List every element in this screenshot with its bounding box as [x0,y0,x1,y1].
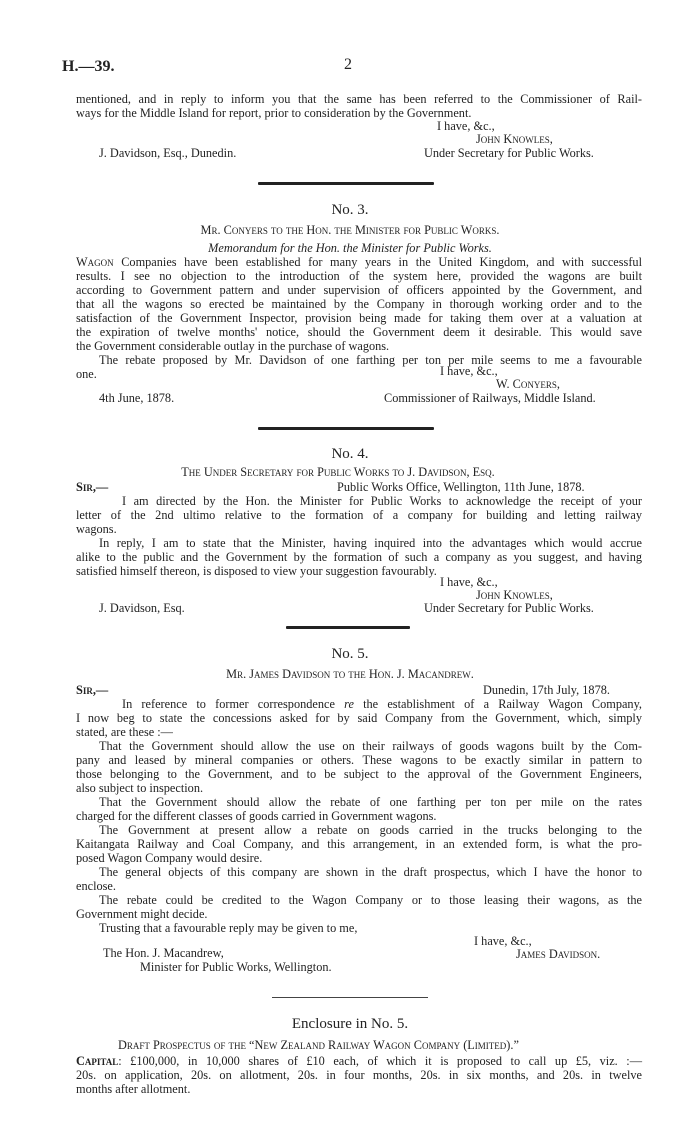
section-heading: The Under Secretary for Public Works to J. Davidson, Esq. [181,465,495,479]
body-line: mentioned, and in reply to inform you that the same has been referred to the Commissioner of Rail- [76,92,642,106]
body-line: The Government at present allow a rebate on goods carried in the trucks belonging to the [99,823,642,837]
signature-title: Under Secretary for Public Works. [424,601,594,615]
body-line: Kaitangata Railway and Coal Company, and this arrangement, in an extended form, is what the pro- [76,837,642,851]
addressee: The Hon. J. Macandrew, [103,946,224,960]
place-date: Dunedin, 17th July, 1878. [483,683,610,697]
body-line: In reply, I am to state that the Minister, having inquired into the advantages which would accrue [99,536,642,550]
body-line: Trusting that a favourable reply may be given to me, [99,921,358,935]
body-line: letter of the 2nd ultimo relative to the formation of a company for building and letting railway [76,508,642,522]
addressee: J. Davidson, Esq., Dunedin. [99,146,237,160]
signature-title: Under Secretary for Public Works. [424,146,594,160]
body-line: wagons. [76,522,117,536]
body-line: The rebate could be credited to the Wagon Company or to those leasing their wagons, as the [99,893,642,907]
body-line: I am directed by the Hon. the Minister for Public Works to acknowledge the receipt of your [122,494,642,508]
body-line: enclose. [76,879,116,893]
letter-date: 4th June, 1878. [99,391,175,405]
body-line: Wagon Companies have been established for many years in the United Kingdom, and with successful [76,255,642,269]
closing: I have, &c., [474,934,532,948]
signature: John Knowles, [476,132,553,146]
body-line: months after allotment. [76,1082,191,1096]
signature: James Davidson. [516,947,601,961]
body-line: The rebate proposed by Mr. Davidson of one farthing per ton per mile seems to me a favourable [99,353,642,367]
section-number: No. 5. [331,646,369,662]
lead-word: Wagon [76,255,114,269]
signature-title: Commissioner of Railways, Middle Island. [384,391,596,405]
body-line: I now beg to state the concessions asked for by said Company from the Government, which, simply [76,711,642,725]
salutation: Sir,— [76,683,109,697]
capital-label: Capital [76,1054,119,1068]
body-line: In reference to former correspondence re the establishment of a Railway Wagon Company, [122,697,643,711]
signature: John Knowles, [476,588,553,602]
addressee-title: Minister for Public Works, Wellington. [140,960,332,974]
body-line: according to Government pattern and under supervision of officers appointed by the Government, and [76,283,642,297]
place-date: Public Works Office, Wellington, 11th June, 1878. [337,480,585,494]
parliamentary-paper-code: H.—39. [62,58,115,75]
body-line: alike to the public and the Government by the formation of such a company as you suggest, and having [76,550,642,564]
enclosure-title: Enclosure in No. 5. [291,1016,409,1032]
prospectus-title: Draft Prospectus of the “New Zealand Railway Wagon Company (Limited).” [118,1038,519,1052]
body-line: satisfaction of the Government Inspector, provision being made for taking them over at a valuation at [76,311,642,325]
body-line: The general objects of this company are shown in the draft prospectus, which I have the honor to [99,865,642,879]
signature: W. Conyers, [496,377,560,391]
closing: I have, &c., [437,119,495,133]
section-heading: Mr. James Davidson to the Hon. J. Macandrew. [226,667,474,681]
body-line: results. I see no objection to the introduction of the system here, provided the wagons are built [76,269,642,283]
section-number: No. 3. [331,202,369,218]
section-divider [272,997,428,998]
section-divider [258,427,434,430]
body-line: posed Wagon Company would desire. [76,851,263,865]
body-line: satisfied himself thereon, is disposed to view your suggestion favourably. [76,564,437,578]
body-line: one. [76,367,97,381]
body-line: charged for the different classes of goods carried in Government wagons. [76,809,437,823]
body-line: 20s. on application, 20s. on allotment, 20s. in four months, 20s. in six months, and 20s. in twelve [76,1068,642,1082]
body-line: That the Government should allow the use on their railways of goods wagons built by the Com- [99,739,642,753]
addressee: J. Davidson, Esq. [99,601,185,615]
closing: I have, &c., [440,364,498,378]
memorandum-heading: Memorandum for the Hon. the Minister for Public Works. [208,241,492,255]
body-line: Capital: £100,000, in 10,000 shares of £10 each, of which it is proposed to call up £5, viz. :— [76,1054,642,1068]
section-heading: Mr. Conyers to the Hon. the Minister for Public Works. [200,223,500,237]
salutation: Sir,— [76,480,109,494]
closing: I have, &c., [440,575,498,589]
body-line: ways for the Middle Island for report, prior to consideration by the Government. [76,106,472,120]
page-number: 2 [344,56,352,73]
body-line: that all the wagons so erected be maintained by the Company in thorough working order and to the [76,297,642,311]
body-line: That the Government should allow the rebate of one farthing per ton per mile on the rates [99,795,642,809]
section-divider [286,626,410,629]
body-line: Government might decide. [76,907,208,921]
section-number: No. 4. [331,446,369,462]
body-line: the Government considerable outlay in the purchase of wagons. [76,339,390,353]
body-line: the expiration of twelve months' notice, should the Government deem it desirable. This would save [76,325,642,339]
body-line: pany and leased by mineral companies or others. These wagons to be exactly similar in pattern to [76,753,642,767]
body-line: also subject to inspection. [76,781,204,795]
body-line: those belonging to the Government, and to be subject to the approval of the Government Engineers, [76,767,642,781]
body-line: stated, are these :— [76,725,173,739]
section-divider [258,182,434,185]
